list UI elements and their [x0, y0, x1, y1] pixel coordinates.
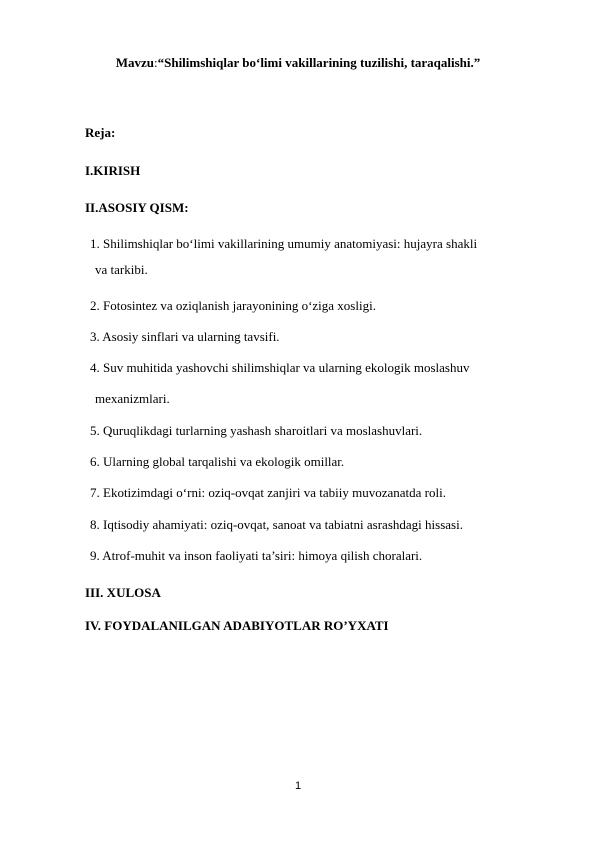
section-conclusion: III. XULOSA — [85, 585, 161, 600]
plan-item-9: 9. Atrof-muhit va inson faoliyati ta’siri: himoya qilish choralari. — [90, 548, 423, 563]
title-colon: : — [153, 55, 158, 70]
plan-item-4: 4. Suv muhitida yashovchi shilimshiqlar va ularning ekologik moslashuv — [90, 360, 470, 375]
section-main: II.ASOSIY QISM: — [85, 200, 189, 215]
section-references: IV. FOYDALANILGAN ADABIYOTLAR RO’YXATI — [85, 618, 389, 633]
plan-item-4-cont: mexanizmlari. — [95, 391, 170, 406]
section-intro: I.KIRISH — [85, 163, 141, 178]
page-number: 1 — [294, 780, 302, 792]
title-prefix: Mavzu — [115, 55, 154, 70]
plan-item-8: 8. Iqtisodiy ahamiyati: oziq-ovqat, sanoat va tabiatni asrashdagi hissasi. — [90, 517, 463, 532]
plan-item-3: 3. Asosiy sinflari va ularning tavsifi. — [90, 329, 280, 344]
page-title — [0, 54, 596, 72]
plan-item-2: 2. Fotosintez va oziqlanish jarayonining o‘ziga xosligi. — [90, 298, 376, 313]
plan-item-1: 1. Shilimshiqlar bo‘limi vakillarining umumiy anatomiyasi: hujayra shakli — [90, 236, 478, 251]
plan-item-7: 7. Ekotizimdagi o‘rni: oziq-ovqat zanjiri va tabiiy muvozanatda roli. — [90, 485, 446, 500]
plan-item-5: 5. Quruqlikdagi turlarning yashash sharoitlari va moslashuvlari. — [90, 423, 423, 438]
title-text: “Shilimshiqlar bo‘limi vakillarining tuzilishi, taraqalishi.” — [157, 55, 481, 70]
plan-heading: Reja: — [85, 125, 116, 140]
plan-item-1-cont: va tarkibi. — [95, 262, 148, 277]
plan-item-6: 6. Ularning global tarqalishi va ekologik omillar. — [90, 454, 345, 469]
